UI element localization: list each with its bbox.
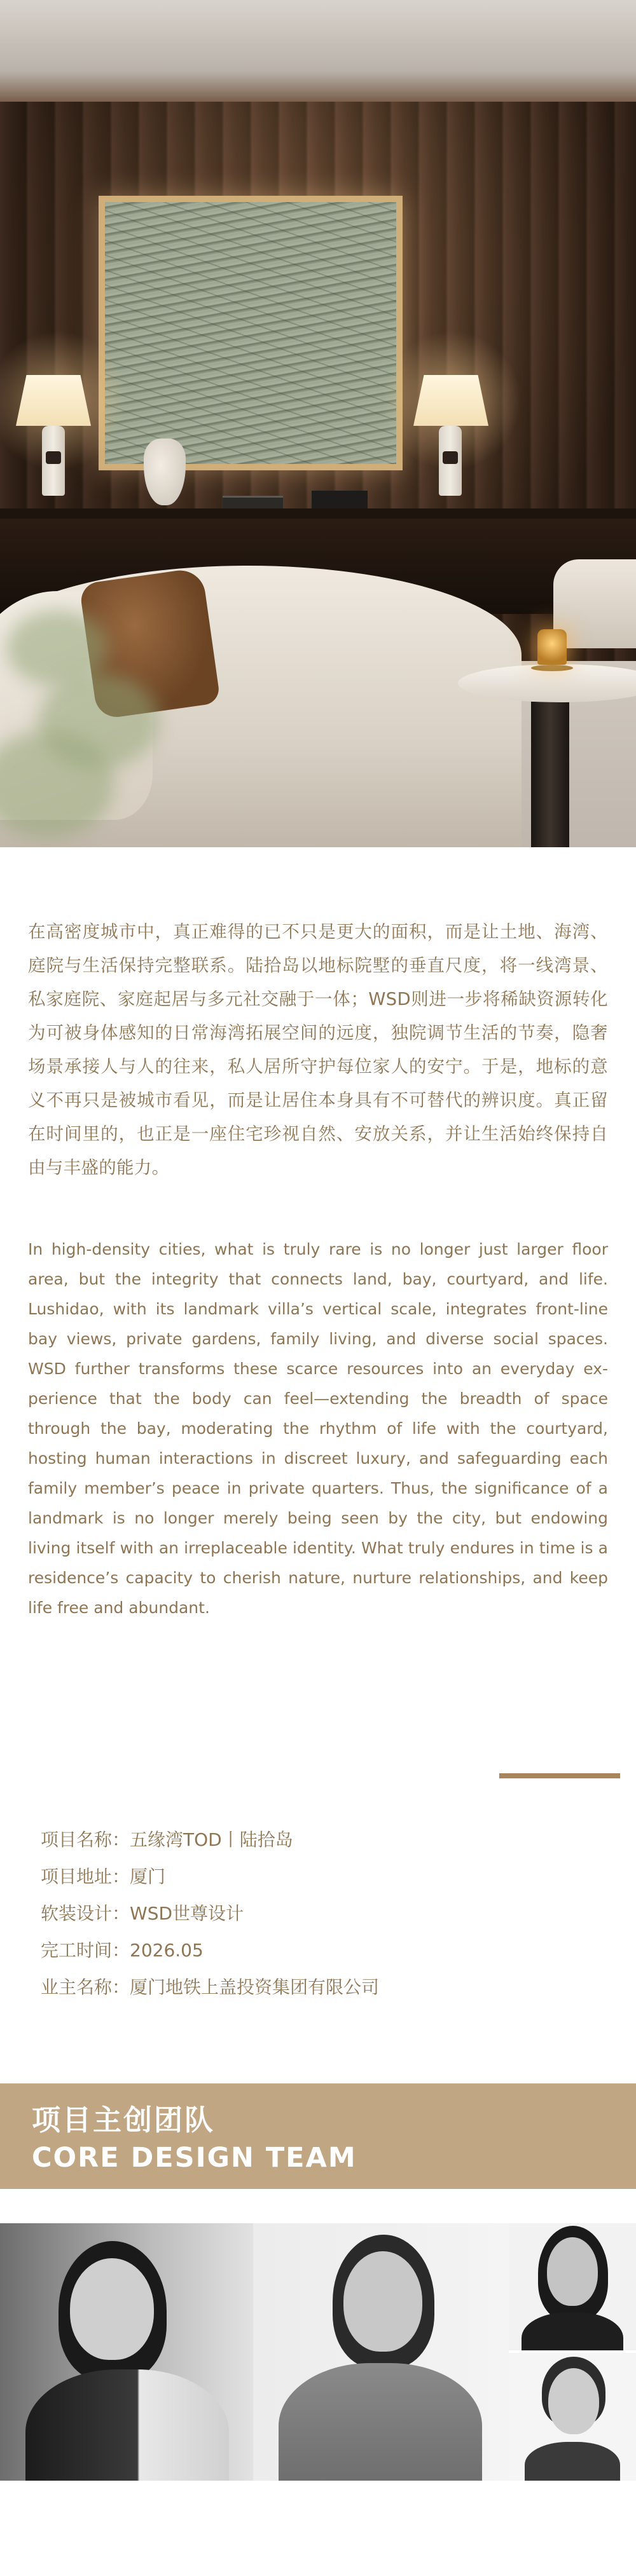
- side-table-leg: [531, 686, 569, 847]
- intro-paragraph-en: In high-density cities, what is truly rare is no longer just larger floor area, but the integrity that connects land, bay, courtyard, and life. Lushidao, with its landmark villa’s vertical scale, integrates front-line bay views, private gardens, family living, and diverse social spaces. WSD further transforms these scarce resources into an everyday ex-perience that the body can feel—extending the breadth of space through the bay, moderating the rhythm of life with the courtyard, hosting human interactions in discreet luxury, and safeguarding each family member’s peace in private quarters. Thus, the significance of a landmark is no longer merely being seen by the city, but endowing living itself with an irreplaceable identity. What truly endures in time is a residence’s capacity to cherish nature, nurture relationships, and keep life free and abundant.: [28, 1240, 608, 1617]
- designer-portrait: [0, 2223, 253, 2481]
- info-row-owner: 业主名称：厦门地铁上盖投资集团有限公司: [41, 1977, 380, 1998]
- team-title-zh: 项目主创团队: [32, 2103, 216, 2137]
- team-portraits: [0, 2223, 636, 2481]
- intro-paragraph-zh: 在高密度城市中，真正难得的已不只是更大的面积，而是让土地、海湾、庭院与生活保持完整联系。陆拾岛以地标院墅的垂直尺度，将一线湾景、私家庭院、家庭起居与多元社交融于一体；WSD则进一步将稀缺资源转化为可被身体感知的日常海湾拓展空间的远度，独院调节生活的节奏，隐奢场景承接人与人的往来，私人居所守护每位家人的安宁。于是，地标的意义不再只是被城市看见，而是让居住本身具有不可替代的辨识度。真正留在时间里的，也正是一座住宅珍视自然、安放关系，并让生活始终保持自由与丰盛的能力。: [28, 922, 608, 1178]
- info-row-address: 项目地址：厦门: [41, 1866, 166, 1887]
- team-title-en: CORE DESIGN TEAM: [32, 2142, 357, 2174]
- info-row-name: 项目名称：五缘湾TOD丨陆拾岛: [41, 1829, 293, 1850]
- lamp-base-right: [439, 426, 462, 496]
- candle-holder: [537, 629, 567, 665]
- designer-portrait: [509, 2223, 636, 2350]
- lamp-shade-right: [413, 375, 488, 426]
- dark-box: [312, 491, 368, 508]
- info-row-completion: 完工时间：2026.05: [41, 1940, 204, 1961]
- designer-portrait: [253, 2223, 509, 2481]
- info-row-design: 软装设计：WSD世尊设计: [41, 1903, 244, 1924]
- lamp-base-left: [42, 426, 65, 496]
- project-info-list: [41, 1822, 379, 2006]
- hero-photo: [0, 0, 636, 847]
- designer-portrait: [509, 2353, 636, 2481]
- console-table-top: [0, 508, 636, 519]
- team-banner: [0, 2083, 636, 2189]
- lamp-shade-left: [16, 375, 91, 426]
- accent-divider: [499, 1773, 620, 1778]
- wall-artwork: [99, 196, 403, 470]
- ceiling: [0, 0, 636, 102]
- candle-base: [531, 665, 573, 671]
